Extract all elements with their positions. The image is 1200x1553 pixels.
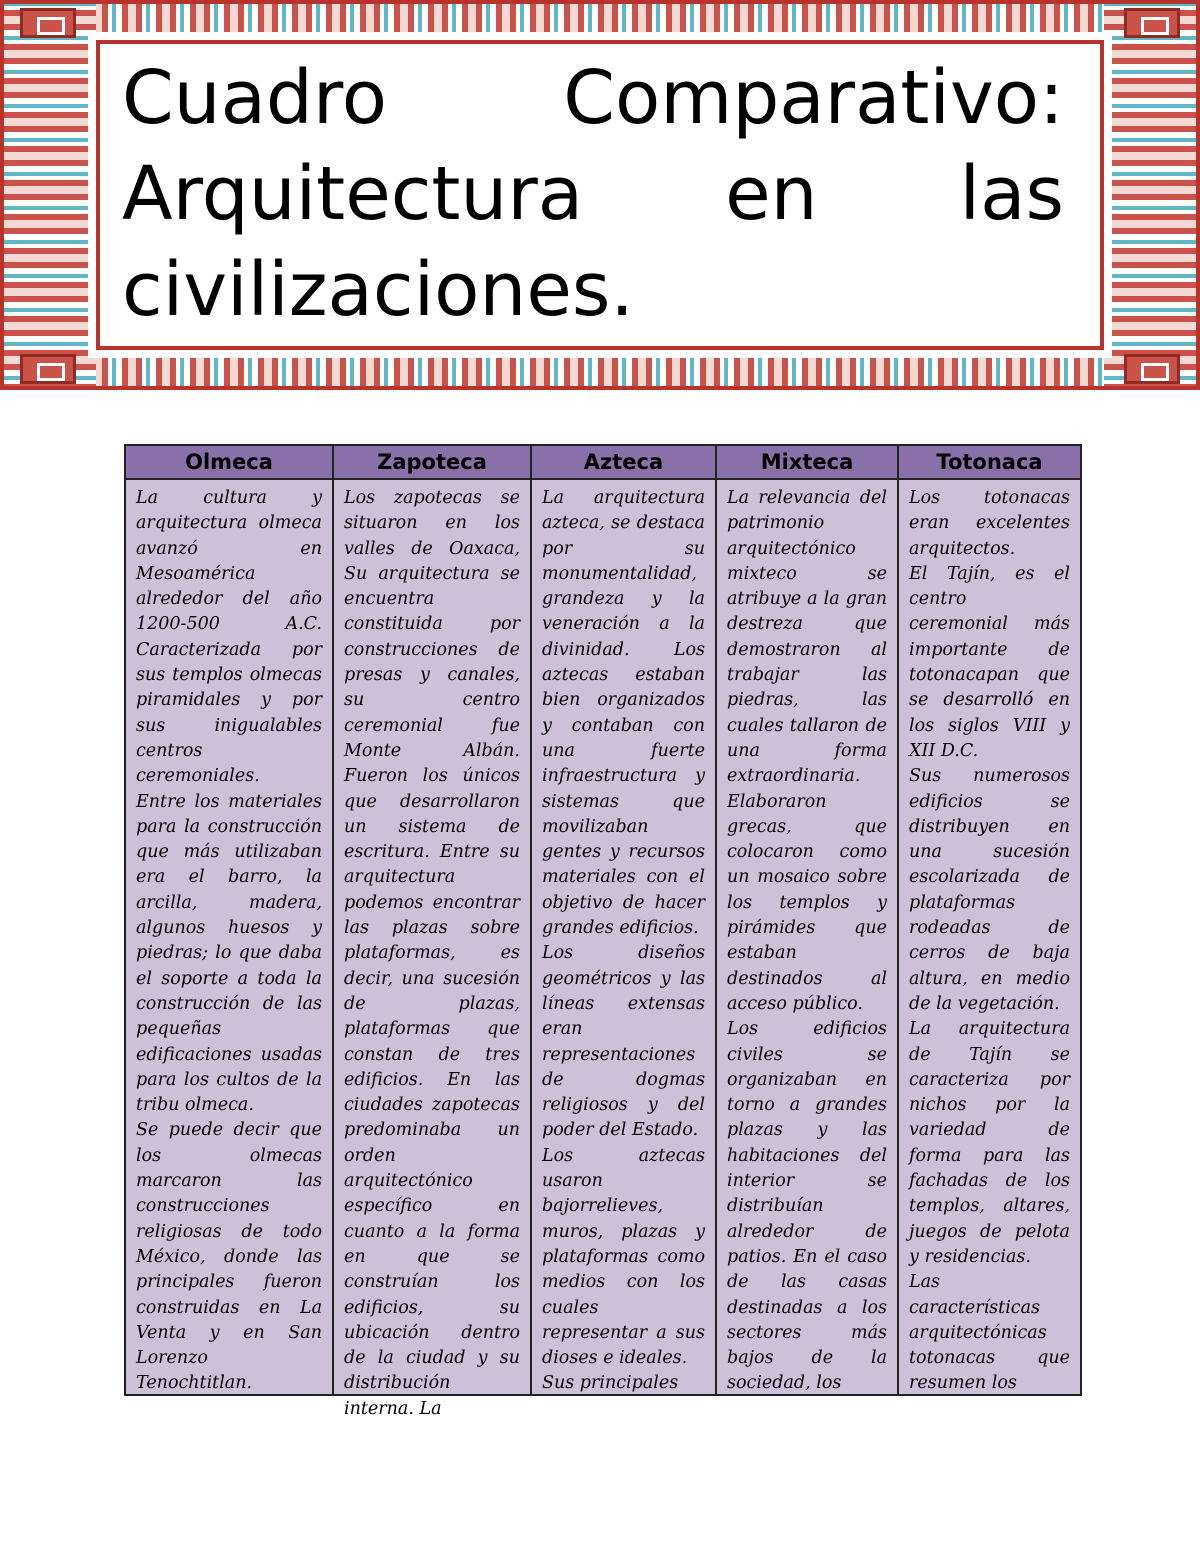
table-cell-mixteca	[716, 479, 898, 1395]
corner-ornament-icon	[20, 354, 76, 384]
column-header-mixteca: Mixteca	[716, 445, 898, 479]
cell-text-olmeca: La cultura y arquitectura olmeca avanzó en Mesoamérica alrededor del año 1200-500 A.C. Caracterizada por sus templos olmecas piramidales y por sus inigualables centros ceremoniales. Entre los materiales para la construcción que más utilizaban era el barro, la arcilla, madera, algunos huesos y piedras; lo que daba el soporte a toda la construcción de las pequeñas edificaciones usadas para los cultos de la tribu olmeca. Se puede decir que los olmecas marcaron las construcciones religiosas de todo México, donde las principales fueron construidas en La Venta y en San Lorenzo Tenochtitlan.	[136, 488, 322, 1394]
border-stripe-left	[0, 0, 4, 390]
corner-ornament-icon	[1124, 8, 1180, 38]
table-cell-olmeca	[125, 479, 333, 1395]
border-stripe-bottom	[0, 386, 1200, 390]
column-header-zapoteca: Zapoteca	[333, 445, 531, 479]
table-cell-zapoteca	[333, 479, 531, 1419]
table-cell-azteca	[531, 479, 716, 1395]
comparison-table	[124, 444, 1082, 1419]
cell-text-zapoteca: Los zapotecas se situaron en los valles de Oaxaca, Su arquitectura se encuentra constituida por construcciones de presas y canales, su centro ceremonial fue Monte Albán. Fueron los únicos que desarrollaron un sistema de escritura. Entre su arquitectura podemos encontrar las plazas sobre plataformas, es decir, una sucesión de plazas, plataformas que constan de tres edificios. En las ciudades zapotecas predominaba un orden arquitectónico específico en cuanto a la forma en que se construían los edificios, su ubicación dentro de la ciudad y su distribución interna. La	[344, 488, 520, 1419]
column-header-azteca: Azteca	[531, 445, 716, 479]
corner-ornament-icon	[1124, 354, 1180, 384]
title-box	[96, 40, 1104, 350]
border-stripe-right	[1196, 0, 1200, 390]
border-stripe-top	[0, 0, 1200, 4]
border-pattern-left	[0, 0, 96, 390]
table-row	[125, 479, 1081, 1395]
table-cell-totonaca	[898, 479, 1081, 1395]
table-header-row	[125, 445, 1081, 479]
column-header-olmeca: Olmeca	[125, 445, 333, 479]
cell-text-mixteca: La relevancia del patrimonio arquitectónico mixteco se atribuye a la gran destreza que demostraron al trabajar las piedras, las cuales tallaron de una forma extraordinaria. Elaboraron grecas, que colocaron como un mosaico sobre los templos y pirámides que estaban destinados al acceso público. Los edificios civiles se organizaban en torno a grandes plazas y las habitaciones del interior se distribuían alrededor de patios. En el caso de las casas destinadas a los sectores más bajos de la sociedad, los	[727, 488, 887, 1394]
border-pattern-right	[1104, 0, 1200, 390]
column-header-totonaca: Totonaca	[898, 445, 1081, 479]
decorative-border	[0, 0, 1200, 390]
cell-text-totonaca: Los totonacas eran excelentes arquitectos. El Tajín, es el centro ceremonial más importante de totonacapan que se desarrolló en los siglos VIII y XII D.C. Sus numerosos edificios se distribuyen en una sucesión escolarizada de plataformas rodeadas de cerros de baja altura, en medio de la vegetación. La arquitectura de Tajín se caracteriza por nichos por la variedad de forma para las fachadas de los templos, altares, juegos de pelota y residencias. Las características arquitectónicas totonacas que resumen los	[909, 488, 1070, 1394]
corner-ornament-icon	[20, 8, 76, 38]
page-title: Cuadro Comparativo: Arquitectura en las civilizaciones.	[122, 55, 1064, 333]
cell-text-azteca: La arquitectura azteca, se destaca por su monumentalidad, grandeza y la veneración a la divinidad. Los aztecas estaban bien organizados y contaban con una fuerte infraestructura y sistemas que movilizaban gentes y recursos materiales con el objetivo de hacer grandes edificios. Los diseños geométricos y las líneas extensas eran representaciones de dogmas religiosos y del poder del Estado. Los aztecas usaron bajorrelieves, muros, plazas y plataformas como medios con los cuales representar a sus dioses e ideales. Sus principales	[542, 488, 705, 1394]
